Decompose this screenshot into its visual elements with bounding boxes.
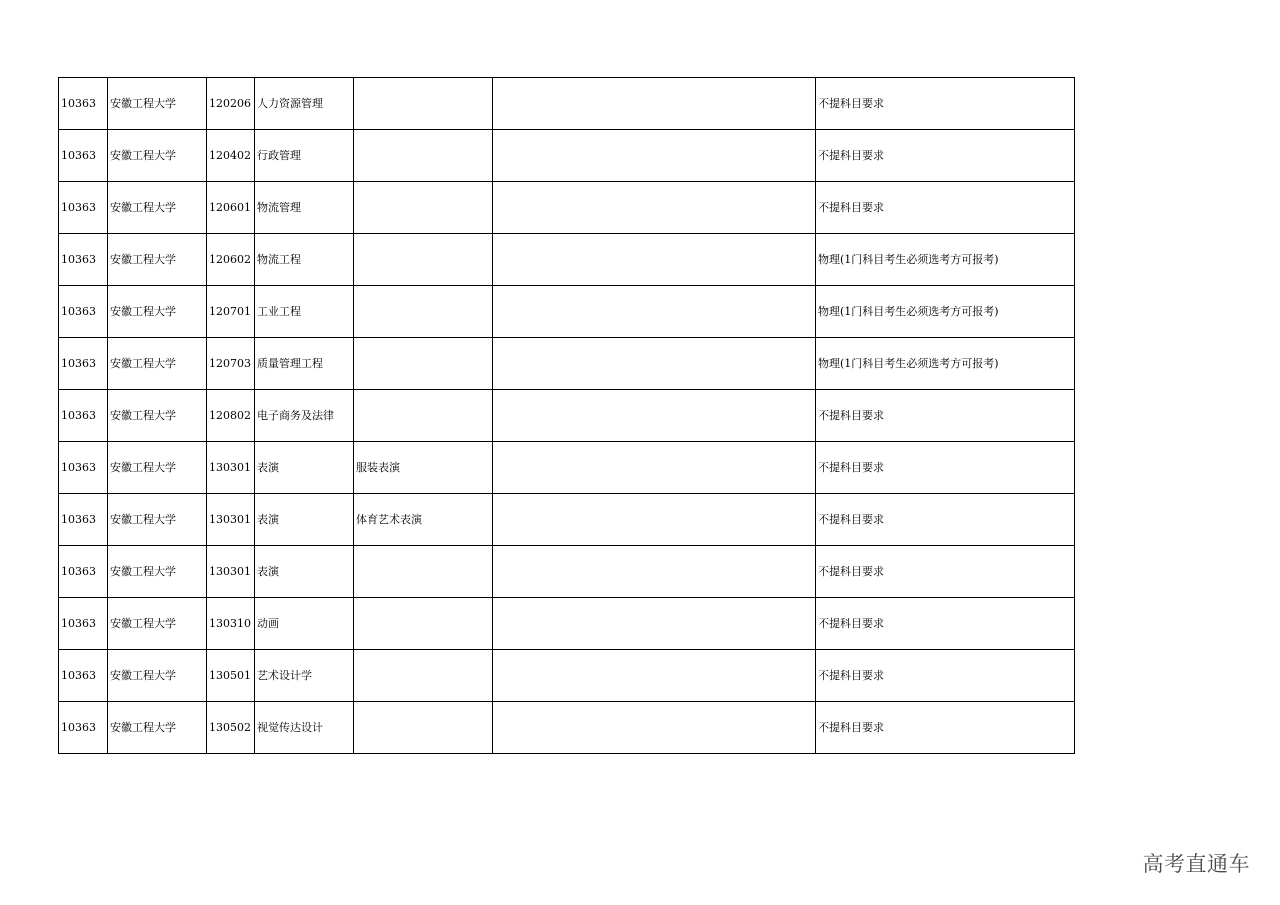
direction-cell <box>354 390 493 442</box>
school-name-cell: 安徽工程大学 <box>108 286 207 338</box>
remark-cell <box>493 598 816 650</box>
remark-cell <box>493 338 816 390</box>
major-name-cell: 质量管理工程 <box>255 338 354 390</box>
school-code-cell: 10363 <box>59 442 108 494</box>
table-row <box>59 130 1075 182</box>
table-row <box>59 546 1075 598</box>
remark-cell <box>493 182 816 234</box>
direction-cell: 服装表演 <box>354 442 493 494</box>
direction-cell <box>354 598 493 650</box>
table-row <box>59 182 1075 234</box>
school-code-cell: 10363 <box>59 338 108 390</box>
direction-cell <box>354 234 493 286</box>
school-name-cell: 安徽工程大学 <box>108 494 207 546</box>
table-row <box>59 78 1075 130</box>
requirement-cell: 不提科目要求 <box>816 442 1075 494</box>
subject-requirements-table <box>58 77 1075 754</box>
school-name-cell: 安徽工程大学 <box>108 130 207 182</box>
remark-cell <box>493 130 816 182</box>
direction-cell <box>354 182 493 234</box>
major-name-cell: 行政管理 <box>255 130 354 182</box>
major-code-cell: 130501 <box>207 650 255 702</box>
table-row <box>59 650 1075 702</box>
major-name-cell: 表演 <box>255 494 354 546</box>
direction-cell <box>354 702 493 754</box>
major-code-cell: 130301 <box>207 494 255 546</box>
table-row <box>59 338 1075 390</box>
table-row <box>59 442 1075 494</box>
school-name-cell: 安徽工程大学 <box>108 338 207 390</box>
requirement-cell: 物理(1门科目考生必须选考方可报考) <box>816 286 1075 338</box>
requirement-cell: 物理(1门科目考生必须选考方可报考) <box>816 234 1075 286</box>
remark-cell <box>493 650 816 702</box>
watermark-logo-text: 高考直通车 <box>1142 852 1250 876</box>
major-name-cell: 表演 <box>255 546 354 598</box>
major-name-cell: 工业工程 <box>255 286 354 338</box>
table-row <box>59 390 1075 442</box>
requirement-cell: 不提科目要求 <box>816 650 1075 702</box>
school-code-cell: 10363 <box>59 182 108 234</box>
school-name-cell: 安徽工程大学 <box>108 234 207 286</box>
major-code-cell: 130502 <box>207 702 255 754</box>
school-name-cell: 安徽工程大学 <box>108 650 207 702</box>
remark-cell <box>493 702 816 754</box>
table-row <box>59 494 1075 546</box>
direction-cell <box>354 78 493 130</box>
major-code-cell: 130310 <box>207 598 255 650</box>
direction-cell <box>354 546 493 598</box>
requirement-cell: 不提科目要求 <box>816 390 1075 442</box>
school-code-cell: 10363 <box>59 702 108 754</box>
school-code-cell: 10363 <box>59 390 108 442</box>
requirement-cell: 不提科目要求 <box>816 494 1075 546</box>
remark-cell <box>493 78 816 130</box>
requirement-cell: 不提科目要求 <box>816 130 1075 182</box>
major-name-cell: 艺术设计学 <box>255 650 354 702</box>
school-code-cell: 10363 <box>59 234 108 286</box>
major-name-cell: 物流工程 <box>255 234 354 286</box>
major-name-cell: 视觉传达设计 <box>255 702 354 754</box>
direction-cell <box>354 650 493 702</box>
major-name-cell: 电子商务及法律 <box>255 390 354 442</box>
major-code-cell: 130301 <box>207 442 255 494</box>
school-code-cell: 10363 <box>59 650 108 702</box>
direction-cell <box>354 130 493 182</box>
school-code-cell: 10363 <box>59 286 108 338</box>
school-name-cell: 安徽工程大学 <box>108 182 207 234</box>
table-body <box>59 78 1075 754</box>
major-code-cell: 120601 <box>207 182 255 234</box>
remark-cell <box>493 494 816 546</box>
school-name-cell: 安徽工程大学 <box>108 546 207 598</box>
school-code-cell: 10363 <box>59 494 108 546</box>
major-code-cell: 120802 <box>207 390 255 442</box>
requirement-cell: 不提科目要求 <box>816 702 1075 754</box>
school-code-cell: 10363 <box>59 78 108 130</box>
requirement-cell: 不提科目要求 <box>816 598 1075 650</box>
table-row <box>59 286 1075 338</box>
remark-cell <box>493 442 816 494</box>
major-code-cell: 120703 <box>207 338 255 390</box>
school-code-cell: 10363 <box>59 546 108 598</box>
direction-cell: 体育艺术表演 <box>354 494 493 546</box>
requirement-cell: 不提科目要求 <box>816 182 1075 234</box>
school-name-cell: 安徽工程大学 <box>108 598 207 650</box>
direction-cell <box>354 338 493 390</box>
table-row <box>59 234 1075 286</box>
major-name-cell: 动画 <box>255 598 354 650</box>
school-name-cell: 安徽工程大学 <box>108 442 207 494</box>
major-name-cell: 物流管理 <box>255 182 354 234</box>
remark-cell <box>493 234 816 286</box>
major-code-cell: 130301 <box>207 546 255 598</box>
requirement-cell: 不提科目要求 <box>816 78 1075 130</box>
school-name-cell: 安徽工程大学 <box>108 702 207 754</box>
school-name-cell: 安徽工程大学 <box>108 390 207 442</box>
direction-cell <box>354 286 493 338</box>
school-code-cell: 10363 <box>59 130 108 182</box>
remark-cell <box>493 390 816 442</box>
requirement-cell: 不提科目要求 <box>816 546 1075 598</box>
major-code-cell: 120206 <box>207 78 255 130</box>
table-row <box>59 702 1075 754</box>
table-row <box>59 598 1075 650</box>
major-code-cell: 120602 <box>207 234 255 286</box>
major-code-cell: 120701 <box>207 286 255 338</box>
major-code-cell: 120402 <box>207 130 255 182</box>
remark-cell <box>493 286 816 338</box>
major-name-cell: 人力资源管理 <box>255 78 354 130</box>
remark-cell <box>493 546 816 598</box>
requirement-cell: 物理(1门科目考生必须选考方可报考) <box>816 338 1075 390</box>
school-code-cell: 10363 <box>59 598 108 650</box>
major-name-cell: 表演 <box>255 442 354 494</box>
school-name-cell: 安徽工程大学 <box>108 78 207 130</box>
